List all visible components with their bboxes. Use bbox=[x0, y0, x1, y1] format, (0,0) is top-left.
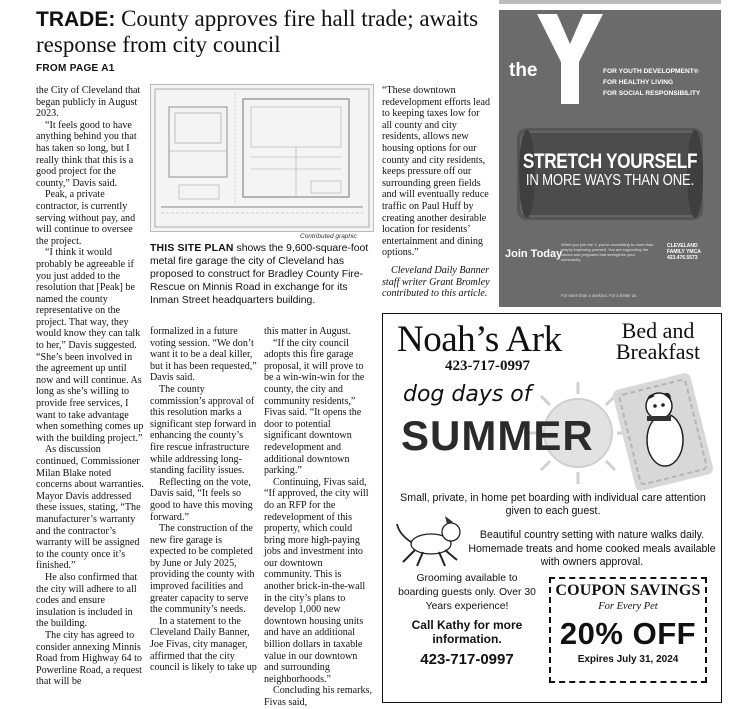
paragraph: In a statement to the Cleveland Daily Banner, Joe Fivas, city manager, affirmed that the city council is likely to take up bbox=[150, 615, 257, 674]
article-column-2 bbox=[150, 326, 257, 674]
ymca-join-today[interactable]: Join Today bbox=[505, 248, 563, 260]
ymca-the: the bbox=[509, 60, 538, 81]
caption-lead: THIS SITE PLAN bbox=[150, 243, 234, 254]
article-column-3 bbox=[264, 326, 372, 709]
top-rule bbox=[499, 0, 721, 4]
noah-amenities: Beautiful country setting with nature walks daily. Homemade treats and home cooked meals available with owners approval. bbox=[468, 529, 716, 568]
noah-description: Small, private, in home pet boarding with individual care attention given to each guest. bbox=[400, 492, 706, 517]
ymca-fine-print: When you join the Y, you’re committing to more than simply improving yourself. You are supporting the values and programs that strengthen your community. bbox=[561, 242, 654, 262]
location-line: FAMILY YMCA bbox=[667, 249, 701, 255]
site-plan-drawing bbox=[151, 85, 373, 231]
coupon-expiration: Expires July 31, 2024 bbox=[577, 654, 679, 665]
noah-phone-bottom[interactable]: 423-717-0997 bbox=[420, 651, 514, 668]
paragraph: this matter in August. bbox=[264, 326, 351, 337]
article-column-1 bbox=[36, 85, 144, 688]
paragraph: The city has agreed to consider annexing Minnis Road from Highway 64 to Powerline Road, a request that will be bbox=[36, 629, 142, 688]
paragraph: “If the city council adopts this fire garage proposal, it will prove to be a win-win-win for the county, the city and community residents,” Fivas said. “It opens the door to potential significant downtown redevelopment and additional downtown parking.” bbox=[264, 337, 365, 477]
photo-caption bbox=[150, 242, 372, 307]
location-line: CLEVELAND bbox=[667, 243, 698, 249]
paragraph: The county commission’s approval of this resolution marks a significant step forward in enhancing the county’s fire rescue infrastructure while addressing long-standing facility issues. bbox=[150, 383, 257, 477]
coupon-discount: 20% OFF bbox=[559, 616, 697, 651]
headline bbox=[36, 6, 486, 57]
coupon[interactable] bbox=[549, 577, 707, 683]
ymca-y-logo-icon bbox=[537, 14, 603, 104]
paragraph: As discussion continued, Commissioner Milan Blake noted concerns about warranties. Mayor Davis addressed these issues, stating, “The manufacturer’s warranty and the contractor’s warranty will be assigned to the county once it’s finished.” bbox=[36, 444, 144, 572]
caption-text: shows the 9,600-square-foot metal fire garage the city of Cleveland has proposed to construct for Bradley County Fire-Rescue on Minnis Road in exchange for its Inman Street headquarters building. bbox=[150, 243, 369, 306]
dog-days-text: dog days of bbox=[403, 382, 532, 407]
graphic-credit: Contributed graphic bbox=[300, 233, 357, 240]
paragraph: “It feels good to have anything behind you that has taken so long, but I really think that this is a good project for the county,” Davis said. bbox=[36, 119, 137, 189]
paragraph: the City of Cleveland that began publicly in August 2023. bbox=[36, 85, 141, 120]
ymca-mission bbox=[603, 66, 719, 99]
paragraph: formalized in a future voting session. “We don’t want it to be a deal killer, but it has been requested,” Davis said. bbox=[150, 326, 257, 384]
location-phone: 423.476.5573 bbox=[667, 255, 698, 261]
coupon-subtitle: For Every Pet bbox=[598, 601, 658, 612]
summer-text: SUMMER bbox=[401, 412, 594, 459]
dog-on-towel-icon bbox=[611, 372, 721, 492]
noah-bed-breakfast: Bed and Breakfast bbox=[615, 318, 701, 364]
running-dog-icon bbox=[393, 514, 467, 570]
mission-line: FOR SOCIAL RESPONSIBILITY bbox=[603, 90, 701, 97]
site-plan-graphic bbox=[150, 84, 374, 232]
noah-title: Noah’s Ark bbox=[397, 319, 562, 360]
headline-kicker: TRADE: bbox=[36, 8, 116, 31]
paragraph: The construction of the new fire garage is expected to be completed by June or July 2025, providing the county with improved facilities and greater capacity to serve the community’s needs. bbox=[150, 523, 255, 616]
paragraph: Peak, a private contractor, is currently serving without pay, and will continue to oversee the project. bbox=[36, 189, 136, 247]
noah-grooming: Grooming available to boarding guests only. Over 30 Years experience! bbox=[398, 573, 536, 612]
paragraph: Continuing, Fivas said, “If approved, the city will do an RFP for the redevelopment of this property, which could bring more high-paying jobs and investment into our downtown community. This is another brick-in-the-wall in the city’s plans to develop 1,000 new downtown housing units and have an additional billion dollars in taxable value in our downtown and surrounding neighborhoods.” bbox=[264, 476, 369, 685]
paragraph: Reflecting on the vote, Davis said, “It feels so good to have this moving forward.” bbox=[150, 476, 253, 523]
coupon-title: COUPON SAVINGS bbox=[555, 582, 701, 599]
paragraph: “I think it would probably be agreeable if you just added to the resolution that [Peak] be named the county representative on the project. That way, they would know they can talk to her,” Davis suggested. “She’s been involved in the agreement up until now and will continue. As long as she’s willing to provide free services, I want to take advantage when something comes up with the building project.” bbox=[36, 247, 144, 444]
ymca-stretch-headline: STRETCH YOURSELF bbox=[522, 150, 698, 173]
noah-phone-top: 423-717-0997 bbox=[445, 358, 530, 374]
article-column-4 bbox=[382, 85, 492, 300]
paragraph: He also confirmed that the city will adhere to all codes and ensure insulation is included in the building. bbox=[36, 571, 138, 630]
from-page-label: FROM PAGE A1 bbox=[36, 63, 115, 74]
paragraph: “These downtown redevelopment efforts lead to keeping taxes low for all county and city residents, allows new housing options for our county and city residents, keeps pressure off our surrounding green fields and will eventually reduce traffic on Paul Huff by creating another desirable location for residents’ entertainment and dining options.” bbox=[382, 85, 490, 259]
headline-text: County approves fire hall trade; awaits response from city council bbox=[36, 6, 479, 57]
ymca-location bbox=[667, 243, 701, 261]
mission-line: FOR YOUTH DEVELOPMENT® bbox=[603, 68, 699, 75]
paragraph: Concluding his remarks, Fivas said, bbox=[264, 685, 372, 708]
mission-line: FOR HEALTHY LIVING bbox=[603, 79, 674, 86]
noahs-ark-ad[interactable] bbox=[382, 313, 722, 703]
ymca-ad[interactable] bbox=[499, 10, 721, 307]
ymca-more-ways: IN MORE WAYS THAN ONE. bbox=[525, 172, 695, 189]
ymca-tagline: For more than a workout. For a better us. bbox=[561, 293, 638, 298]
staff-credit: Cleveland Daily Banner staff writer Grant Bromley contributed to this article. bbox=[382, 264, 490, 300]
noah-call-kathy: Call Kathy for more information. bbox=[411, 618, 523, 646]
